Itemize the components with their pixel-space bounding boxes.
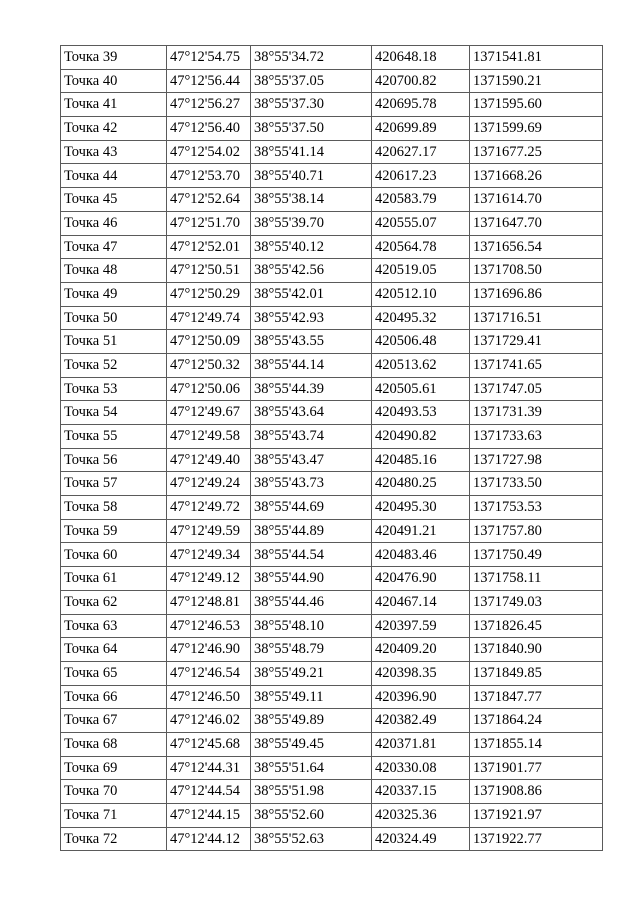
longitude-cell: 38°55'48.79 [251,638,372,662]
point-name-cell: Точка 51 [61,330,167,354]
latitude-cell: 47°12'52.01 [167,235,251,259]
x-coordinate-cell: 420513.62 [372,353,470,377]
x-coordinate-cell: 420396.90 [372,685,470,709]
y-coordinate-cell: 1371922.77 [470,827,603,851]
table-row [61,353,603,377]
point-name-cell: Точка 53 [61,377,167,401]
x-coordinate-cell: 420325.36 [372,804,470,828]
y-coordinate-cell: 1371826.45 [470,614,603,638]
y-coordinate-cell: 1371727.98 [470,448,603,472]
point-name-cell: Точка 70 [61,780,167,804]
longitude-cell: 38°55'37.50 [251,117,372,141]
table-row [61,732,603,756]
point-name-cell: Точка 42 [61,117,167,141]
point-name-cell: Точка 72 [61,827,167,851]
x-coordinate-cell: 420398.35 [372,661,470,685]
x-coordinate-cell: 420467.14 [372,590,470,614]
latitude-cell: 47°12'54.02 [167,140,251,164]
x-coordinate-cell: 420505.61 [372,377,470,401]
latitude-cell: 47°12'49.24 [167,472,251,496]
y-coordinate-cell: 1371741.65 [470,353,603,377]
longitude-cell: 38°55'42.93 [251,306,372,330]
table-row [61,425,603,449]
latitude-cell: 47°12'46.54 [167,661,251,685]
latitude-cell: 47°12'50.29 [167,282,251,306]
table-row [61,282,603,306]
coordinates-table-body [61,46,603,851]
latitude-cell: 47°12'54.75 [167,46,251,70]
x-coordinate-cell: 420617.23 [372,164,470,188]
point-name-cell: Точка 60 [61,543,167,567]
y-coordinate-cell: 1371908.86 [470,780,603,804]
table-row [61,780,603,804]
latitude-cell: 47°12'46.90 [167,638,251,662]
latitude-cell: 47°12'46.02 [167,709,251,733]
longitude-cell: 38°55'39.70 [251,211,372,235]
table-row [61,590,603,614]
latitude-cell: 47°12'49.12 [167,567,251,591]
x-coordinate-cell: 420490.82 [372,425,470,449]
longitude-cell: 38°55'51.98 [251,780,372,804]
y-coordinate-cell: 1371541.81 [470,46,603,70]
x-coordinate-cell: 420382.49 [372,709,470,733]
y-coordinate-cell: 1371599.69 [470,117,603,141]
y-coordinate-cell: 1371855.14 [470,732,603,756]
point-name-cell: Точка 40 [61,69,167,93]
x-coordinate-cell: 420491.21 [372,519,470,543]
x-coordinate-cell: 420480.25 [372,472,470,496]
longitude-cell: 38°55'49.45 [251,732,372,756]
y-coordinate-cell: 1371864.24 [470,709,603,733]
latitude-cell: 47°12'46.50 [167,685,251,709]
table-row [61,496,603,520]
latitude-cell: 47°12'56.44 [167,69,251,93]
point-name-cell: Точка 61 [61,567,167,591]
latitude-cell: 47°12'51.70 [167,211,251,235]
table-row [61,235,603,259]
x-coordinate-cell: 420506.48 [372,330,470,354]
point-name-cell: Точка 65 [61,661,167,685]
table-row [61,827,603,851]
table-row [61,614,603,638]
latitude-cell: 47°12'53.70 [167,164,251,188]
table-row [61,638,603,662]
point-name-cell: Точка 39 [61,46,167,70]
table-row [61,685,603,709]
point-name-cell: Точка 50 [61,306,167,330]
x-coordinate-cell: 420700.82 [372,69,470,93]
y-coordinate-cell: 1371731.39 [470,401,603,425]
longitude-cell: 38°55'40.71 [251,164,372,188]
y-coordinate-cell: 1371647.70 [470,211,603,235]
point-name-cell: Точка 67 [61,709,167,733]
y-coordinate-cell: 1371614.70 [470,188,603,212]
longitude-cell: 38°55'40.12 [251,235,372,259]
latitude-cell: 47°12'49.59 [167,519,251,543]
x-coordinate-cell: 420495.30 [372,496,470,520]
y-coordinate-cell: 1371749.03 [470,590,603,614]
x-coordinate-cell: 420512.10 [372,282,470,306]
x-coordinate-cell: 420330.08 [372,756,470,780]
latitude-cell: 47°12'50.51 [167,259,251,283]
longitude-cell: 38°55'44.90 [251,567,372,591]
table-row [61,448,603,472]
table-row [61,306,603,330]
point-name-cell: Точка 48 [61,259,167,283]
point-name-cell: Точка 57 [61,472,167,496]
longitude-cell: 38°55'48.10 [251,614,372,638]
x-coordinate-cell: 420337.15 [372,780,470,804]
latitude-cell: 47°12'49.72 [167,496,251,520]
x-coordinate-cell: 420324.49 [372,827,470,851]
longitude-cell: 38°55'44.54 [251,543,372,567]
point-name-cell: Точка 56 [61,448,167,472]
x-coordinate-cell: 420483.46 [372,543,470,567]
table-row [61,117,603,141]
longitude-cell: 38°55'44.39 [251,377,372,401]
y-coordinate-cell: 1371758.11 [470,567,603,591]
table-row [61,69,603,93]
y-coordinate-cell: 1371590.21 [470,69,603,93]
y-coordinate-cell: 1371656.54 [470,235,603,259]
latitude-cell: 47°12'50.09 [167,330,251,354]
y-coordinate-cell: 1371729.41 [470,330,603,354]
latitude-cell: 47°12'49.34 [167,543,251,567]
x-coordinate-cell: 420555.07 [372,211,470,235]
longitude-cell: 38°55'44.14 [251,353,372,377]
longitude-cell: 38°55'44.69 [251,496,372,520]
longitude-cell: 38°55'44.46 [251,590,372,614]
longitude-cell: 38°55'52.60 [251,804,372,828]
point-name-cell: Точка 71 [61,804,167,828]
latitude-cell: 47°12'49.40 [167,448,251,472]
y-coordinate-cell: 1371757.80 [470,519,603,543]
x-coordinate-cell: 420583.79 [372,188,470,212]
x-coordinate-cell: 420519.05 [372,259,470,283]
table-row [61,259,603,283]
table-row [61,519,603,543]
y-coordinate-cell: 1371847.77 [470,685,603,709]
point-name-cell: Точка 55 [61,425,167,449]
latitude-cell: 47°12'44.12 [167,827,251,851]
latitude-cell: 47°12'49.74 [167,306,251,330]
latitude-cell: 47°12'56.27 [167,93,251,117]
point-name-cell: Точка 63 [61,614,167,638]
point-name-cell: Точка 64 [61,638,167,662]
y-coordinate-cell: 1371733.63 [470,425,603,449]
y-coordinate-cell: 1371733.50 [470,472,603,496]
table-row [61,472,603,496]
latitude-cell: 47°12'49.58 [167,425,251,449]
longitude-cell: 38°55'43.64 [251,401,372,425]
point-name-cell: Точка 47 [61,235,167,259]
latitude-cell: 47°12'49.67 [167,401,251,425]
longitude-cell: 38°55'42.56 [251,259,372,283]
x-coordinate-cell: 420476.90 [372,567,470,591]
point-name-cell: Точка 43 [61,140,167,164]
x-coordinate-cell: 420695.78 [372,93,470,117]
table-row [61,46,603,70]
longitude-cell: 38°55'42.01 [251,282,372,306]
longitude-cell: 38°55'44.89 [251,519,372,543]
latitude-cell: 47°12'44.54 [167,780,251,804]
point-name-cell: Точка 68 [61,732,167,756]
point-name-cell: Точка 69 [61,756,167,780]
table-row [61,93,603,117]
x-coordinate-cell: 420485.16 [372,448,470,472]
table-row [61,756,603,780]
x-coordinate-cell: 420648.18 [372,46,470,70]
point-name-cell: Точка 66 [61,685,167,709]
longitude-cell: 38°55'38.14 [251,188,372,212]
y-coordinate-cell: 1371901.77 [470,756,603,780]
y-coordinate-cell: 1371921.97 [470,804,603,828]
table-row [61,401,603,425]
table-row [61,211,603,235]
table-row [61,709,603,733]
longitude-cell: 38°55'52.63 [251,827,372,851]
point-name-cell: Точка 52 [61,353,167,377]
latitude-cell: 47°12'44.31 [167,756,251,780]
y-coordinate-cell: 1371595.60 [470,93,603,117]
point-name-cell: Точка 58 [61,496,167,520]
x-coordinate-cell: 420409.20 [372,638,470,662]
point-name-cell: Точка 41 [61,93,167,117]
table-row [61,188,603,212]
y-coordinate-cell: 1371708.50 [470,259,603,283]
table-row [61,377,603,401]
x-coordinate-cell: 420397.59 [372,614,470,638]
longitude-cell: 38°55'34.72 [251,46,372,70]
x-coordinate-cell: 420564.78 [372,235,470,259]
longitude-cell: 38°55'49.21 [251,661,372,685]
latitude-cell: 47°12'50.06 [167,377,251,401]
longitude-cell: 38°55'49.11 [251,685,372,709]
y-coordinate-cell: 1371849.85 [470,661,603,685]
latitude-cell: 47°12'52.64 [167,188,251,212]
y-coordinate-cell: 1371668.26 [470,164,603,188]
longitude-cell: 38°55'49.89 [251,709,372,733]
table-row [61,661,603,685]
y-coordinate-cell: 1371716.51 [470,306,603,330]
point-name-cell: Точка 45 [61,188,167,212]
table-row [61,804,603,828]
table-row [61,140,603,164]
table-row [61,567,603,591]
x-coordinate-cell: 420699.89 [372,117,470,141]
longitude-cell: 38°55'37.05 [251,69,372,93]
table-row [61,543,603,567]
longitude-cell: 38°55'43.47 [251,448,372,472]
y-coordinate-cell: 1371753.53 [470,496,603,520]
latitude-cell: 47°12'48.81 [167,590,251,614]
y-coordinate-cell: 1371747.05 [470,377,603,401]
longitude-cell: 38°55'43.74 [251,425,372,449]
y-coordinate-cell: 1371696.86 [470,282,603,306]
point-name-cell: Точка 49 [61,282,167,306]
table-row [61,330,603,354]
point-name-cell: Точка 46 [61,211,167,235]
point-name-cell: Точка 59 [61,519,167,543]
longitude-cell: 38°55'43.73 [251,472,372,496]
x-coordinate-cell: 420627.17 [372,140,470,164]
x-coordinate-cell: 420371.81 [372,732,470,756]
longitude-cell: 38°55'37.30 [251,93,372,117]
latitude-cell: 47°12'46.53 [167,614,251,638]
point-name-cell: Точка 44 [61,164,167,188]
coordinates-table [60,45,603,851]
y-coordinate-cell: 1371750.49 [470,543,603,567]
latitude-cell: 47°12'45.68 [167,732,251,756]
y-coordinate-cell: 1371840.90 [470,638,603,662]
point-name-cell: Точка 54 [61,401,167,425]
y-coordinate-cell: 1371677.25 [470,140,603,164]
latitude-cell: 47°12'44.15 [167,804,251,828]
longitude-cell: 38°55'43.55 [251,330,372,354]
point-name-cell: Точка 62 [61,590,167,614]
longitude-cell: 38°55'51.64 [251,756,372,780]
latitude-cell: 47°12'50.32 [167,353,251,377]
table-row [61,164,603,188]
x-coordinate-cell: 420495.32 [372,306,470,330]
latitude-cell: 47°12'56.40 [167,117,251,141]
x-coordinate-cell: 420493.53 [372,401,470,425]
longitude-cell: 38°55'41.14 [251,140,372,164]
